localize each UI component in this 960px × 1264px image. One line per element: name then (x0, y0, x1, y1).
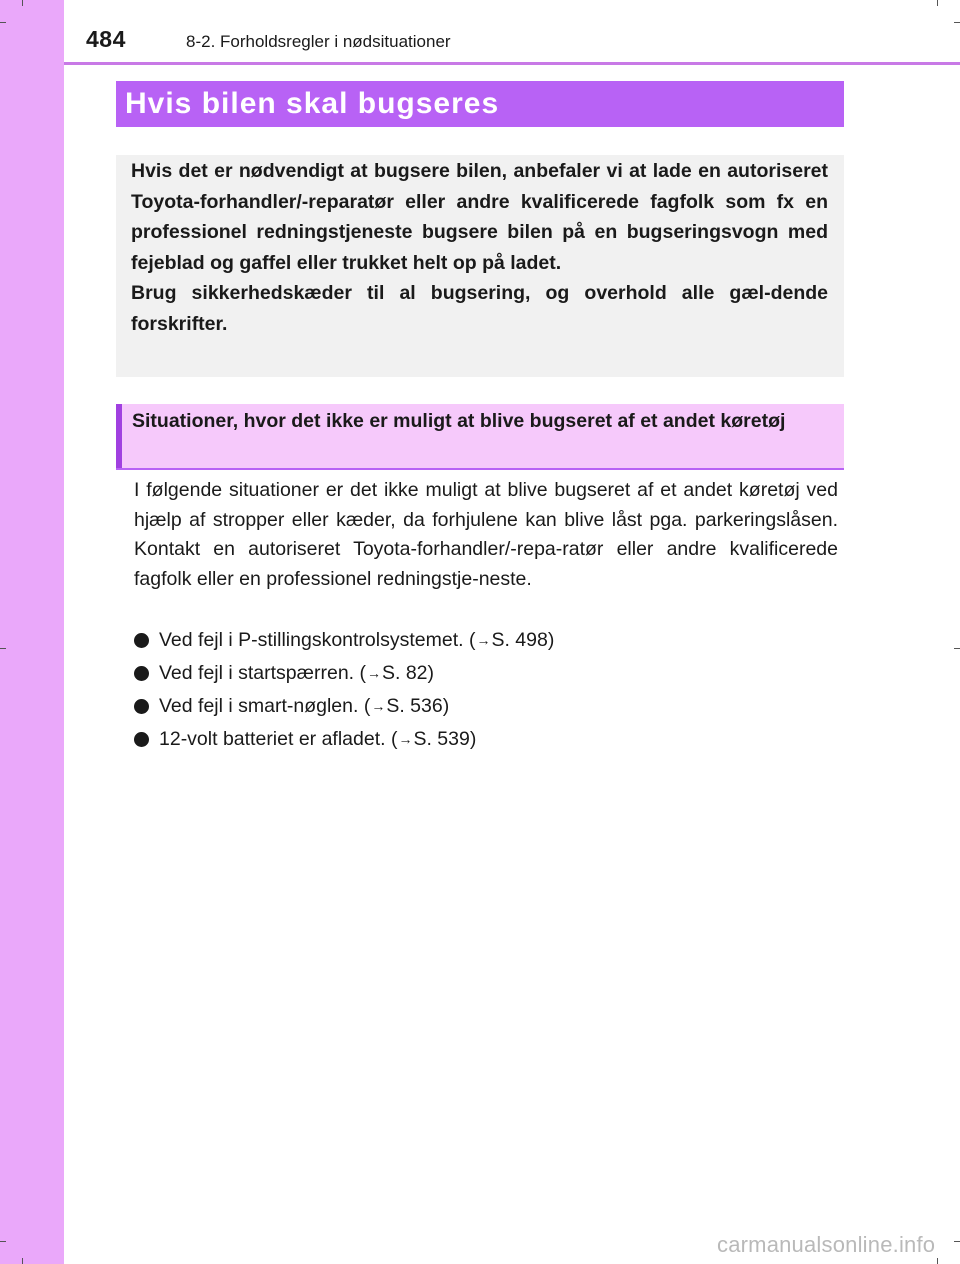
list-item-text: Ved fejl i P-stillingskontrolsystemet. ( (159, 629, 476, 651)
header-divider (64, 62, 960, 65)
side-color-bar (0, 0, 64, 1264)
bullet-icon (134, 732, 149, 747)
subheading-accent (116, 404, 122, 468)
page-reference-link[interactable]: S. 536) (386, 695, 450, 717)
page-reference-link[interactable]: S. 539) (413, 728, 477, 750)
crop-mark (954, 1241, 960, 1242)
watermark: carmanualsonline.info (717, 1232, 936, 1257)
section-label: 8-2. Forholdsregler i nødsituationer (186, 32, 451, 51)
arrow-right-icon: → (371, 698, 386, 714)
notice-paragraph: Hvis det er nødvendigt at bugsere bilen, anbefaler vi at lade en autoriseret Toyota-forhandler/-reparatør eller andre kvalificerede fagfolk som fx en professionel redningstjeneste bugsere bilen på en bugseringsvogn med fejeblad og gaffel eller trukket helt op på ladet. (131, 160, 828, 274)
bullet-icon (134, 699, 149, 714)
bullet-icon (134, 666, 149, 681)
list-item-text: Ved fejl i startspærren. ( (159, 662, 366, 684)
page-reference-link[interactable]: S. 82) (382, 662, 435, 684)
title-banner (116, 81, 844, 127)
page-reference-link[interactable]: S. 498) (491, 629, 555, 651)
notice-text (131, 156, 828, 339)
crop-mark (0, 22, 6, 23)
situation-list (134, 624, 554, 756)
page-title: Hvis bilen skal bugseres (125, 87, 500, 120)
body-paragraph: I følgende situationer er det ikke muligt at blive bugseret af et andet køretøj ved hjælp af stropper eller kæder, da forhjulene kan blive låst pga. parkeringslåsen. Kontakt en autoriseret Toyota-forhandler/-repa-ratør eller andre kvalificerede fagfolk eller en professionel redningstje-neste. (134, 479, 838, 590)
crop-mark (0, 1241, 6, 1242)
arrow-right-icon: → (367, 665, 381, 681)
crop-mark (937, 0, 938, 6)
page-number: 484 (86, 26, 126, 52)
list-item (134, 723, 554, 756)
arrow-right-icon: → (476, 632, 491, 648)
subheading-box (116, 404, 844, 470)
list-item (134, 624, 554, 657)
list-item-text: 12-volt batteriet er afladet. ( (159, 728, 398, 750)
notice-box (116, 155, 844, 377)
crop-mark (22, 1258, 23, 1264)
list-item (134, 657, 554, 690)
notice-paragraph: Brug sikkerhedskæder til al bugsering, og overhold alle gæl-dende forskrifter. (131, 282, 828, 335)
crop-mark (22, 0, 23, 6)
subheading: Situationer, hvor det ikke er muligt at blive bugseret af et andet køretøj (132, 410, 786, 432)
crop-mark (954, 648, 960, 649)
crop-mark (937, 1258, 938, 1264)
arrow-right-icon: → (398, 731, 413, 747)
list-item-text: Ved fejl i smart-nøglen. ( (159, 695, 371, 717)
crop-mark (0, 648, 6, 649)
crop-mark (954, 22, 960, 23)
list-item (134, 690, 554, 723)
bullet-icon (134, 633, 149, 648)
